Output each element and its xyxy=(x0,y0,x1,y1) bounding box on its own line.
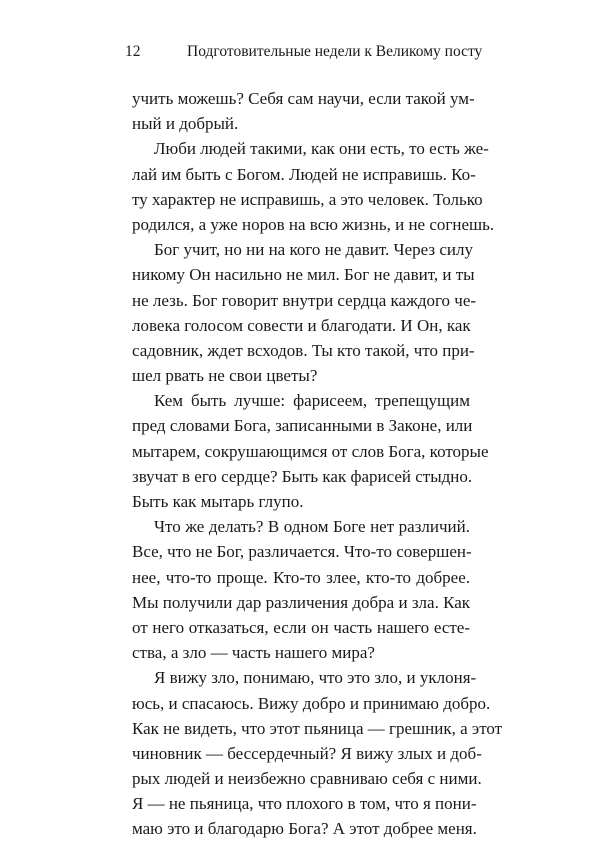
text-line: Быть как мытарь глупо. xyxy=(132,492,304,511)
paragraph xyxy=(132,237,477,388)
text-line: Я — не пьяница, что плохого в том, что я пони- xyxy=(132,794,477,814)
text-line: шел рвать не свои цветы? xyxy=(132,366,318,386)
text-line: ту характер не исправишь, а это человек. Только xyxy=(132,189,483,209)
running-head xyxy=(125,40,483,64)
text-line: Мы получили дар различения добра и зла. Как xyxy=(132,592,470,612)
paragraph xyxy=(132,514,470,665)
text-line: пред словами Бога, записанными в Законе, или xyxy=(132,416,473,436)
page-number: 12 xyxy=(125,43,141,60)
paragraph xyxy=(132,388,489,514)
text-line: ства, а зло — часть нашего мира? xyxy=(132,643,375,663)
text-line: садовник, ждет всходов. Ты кто такой, что при- xyxy=(132,340,475,360)
text-line: Все, что не Бог, различается. Что-то совершен- xyxy=(132,542,472,562)
text-line: от него отказаться, если он часть нашего есте- xyxy=(132,617,470,637)
paragraph xyxy=(132,136,495,237)
text-line: ный и добрый. xyxy=(132,114,239,134)
text-line: Что же делать? В одном Боге нет различий. xyxy=(154,517,470,537)
text-line: Кем быть лучше: фарисеем, трепещущим xyxy=(154,391,470,411)
text-line: учить можешь? Себя сам научи, если такой ум- xyxy=(132,89,475,108)
paragraph xyxy=(132,86,475,136)
text-line: родился, а уже норов на всю жизнь, и не согнешь. xyxy=(132,214,495,234)
text-line: не лезь. Бог говорит внутри сердца каждого че- xyxy=(132,290,477,310)
text-line: лай им быть с Богом. Людей не исправишь. Ко- xyxy=(132,164,476,184)
text-line: никому Он насильно не мил. Бог не давит, и ты xyxy=(132,265,475,285)
text-line: ловека голосом совести и благодати. И Он, как xyxy=(132,315,471,335)
text-line: нее, что-то проще. Кто-то злее, кто-то добрее. xyxy=(132,567,470,587)
text-line: юсь, и спасаюсь. Вижу добро и принимаю добро. xyxy=(132,693,491,713)
text-line: чиновник — бессердечный? Я вижу злых и доб- xyxy=(132,743,482,763)
text-line: Люби людей такими, как они есть, то есть же- xyxy=(154,139,489,159)
section-title: Подготовительные недели к Великому посту xyxy=(187,43,483,60)
text-line: Бог учит, но ни на кого не давит. Через силу xyxy=(154,240,473,260)
paragraph xyxy=(132,665,503,841)
text-line: рых людей и неизбежно сравниваю себя с ними. xyxy=(132,769,482,789)
body-text xyxy=(132,86,503,842)
text-line: Я вижу зло, понимаю, что это зло, и уклоня- xyxy=(154,668,477,688)
text-line: Как не видеть, что этот пьяница — грешник, а этот xyxy=(132,718,503,738)
text-line: звучат в его сердце? Быть как фарисей стыдно. xyxy=(132,466,473,486)
text-line: мытарем, сокрушающимся от слов Бога, которые xyxy=(132,441,489,461)
text-line: маю это и благодарю Бога? А этот добрее меня. xyxy=(132,819,477,839)
